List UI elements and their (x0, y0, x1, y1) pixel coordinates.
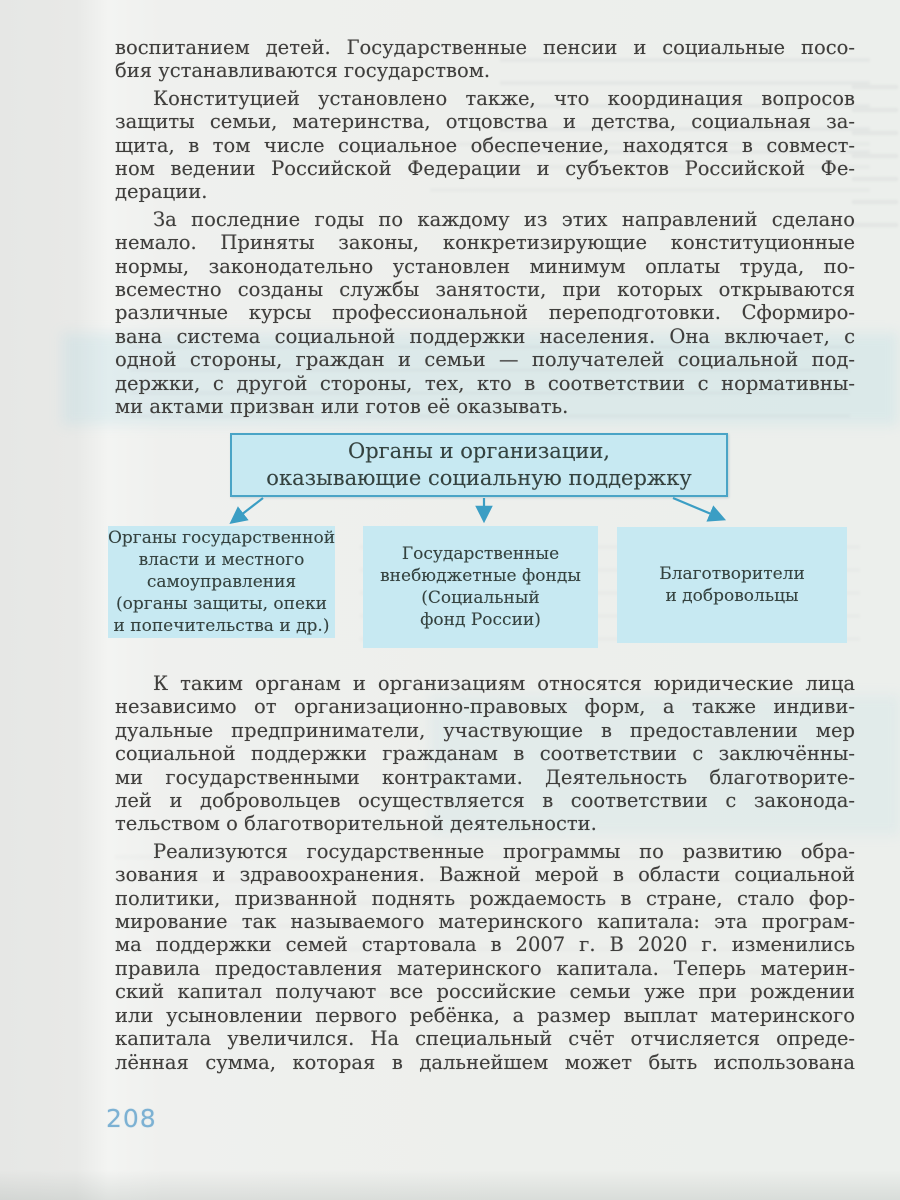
text-line: ном ведении Российской Федерации и субъектов Российской Фе- (115, 157, 855, 181)
text-line: тельством о благотворительной деятельности. (115, 812, 597, 836)
text-line: щита, в том числе социальное обеспечение, находятся в совмест- (115, 133, 855, 157)
diagram-box-line: самоуправления (146, 572, 297, 592)
diagram-box-line: фонд России) (420, 610, 541, 630)
diagram-box-line: и добровольцы (665, 586, 799, 606)
text-line: лей и добровольцев осуществляется в соответствии с законода- (115, 789, 855, 813)
text-line: ми актами призван или готов её оказывать. (115, 395, 569, 419)
text-line: капитала увеличился. На специальный счёт отчисляется опреде- (115, 1027, 855, 1051)
paragraph (115, 672, 855, 836)
diagram-box-line: внебюджетные фонды (380, 566, 581, 586)
bleed-through-artifact (852, 85, 898, 245)
text-line: вана система социальной поддержки населения. Она включает, с (115, 324, 855, 348)
text-line: дерации. (115, 180, 208, 204)
text-line: всеместно созданы службы занятости, при которых открываются (115, 278, 855, 302)
body-text-block-2 (115, 672, 855, 1074)
diagram-box-line: Органы государственной (107, 528, 336, 548)
diagram-box-line: (органы защиты, опеки (116, 594, 327, 614)
text-line: дуальные предприниматели, участвующие в предоставлении мер (115, 718, 855, 742)
diagram-box-line: Благотворители (659, 564, 805, 584)
paragraph (115, 840, 855, 1074)
paragraph (115, 208, 855, 419)
diagram-box-line: оказывающие социальную поддержку (266, 466, 692, 490)
text-line: одной стороны, граждан и семьи — получателей социальной под- (115, 348, 855, 372)
text-line: нормы, законодательно установлен минимум оплаты труда, по- (115, 254, 855, 278)
text-line: держки, с другой стороны, тех, кто в соответствии с нормативны- (115, 371, 855, 395)
text-line: политики, призванной поднять рождаемость в стране, стало фор- (115, 886, 855, 910)
paragraph (115, 87, 855, 204)
text-line: правила предоставления материнского капитала. Теперь материн- (115, 956, 855, 980)
text-line: К таким органам и организациям относятся юридические лица (153, 672, 855, 695)
text-line: немало. Приняты законы, конкретизирующие конституционные (115, 231, 855, 255)
text-line: воспитанием детей. Государственные пенсии и социальные посо- (115, 36, 855, 59)
text-line: бия устанавливаются государством. (115, 59, 491, 83)
text-line: лённая сумма, которая в дальнейшем может быть использована (115, 1050, 855, 1074)
body-text-block-1 (115, 36, 855, 419)
arrow-to-authorities-icon (232, 498, 263, 522)
diagram-box-line: (Социальный (421, 588, 540, 608)
text-line: Конституцией установлено также, что координация вопросов (153, 86, 855, 110)
diagram-box-line: и попечительства и др.) (113, 616, 330, 636)
arrow-to-charities-icon (673, 498, 723, 519)
diagram-box-line: власти и местного (138, 550, 305, 570)
text-line: различные курсы профессиональной переподготовки. Сформиро- (115, 301, 855, 325)
text-line: независимо от организационно-правовых форм, а также индиви- (115, 695, 855, 719)
diagram-root-box (230, 433, 728, 497)
diagram-box-line: Государственные (401, 544, 560, 564)
page-number: 208 (106, 1104, 157, 1133)
text-line: Реализуются государственные программы по развитию обра- (153, 839, 855, 863)
bleed-through-artifact (360, 545, 860, 645)
diagram-box-government-authorities (108, 526, 335, 638)
text-line: или усыновлении первого ребёнка, а размер выплат материнского (115, 1003, 855, 1027)
text-line: зования и здравоохранения. Важной мерой в области социальной (115, 863, 855, 887)
text-line: ма поддержки семей стартовала в 2007 г. В 2020 г. изменились (115, 933, 855, 957)
paragraph (115, 36, 855, 83)
text-line: мирование так называемого материнского капитала: эта програм- (115, 910, 855, 934)
text-line: социальной поддержки гражданам в соответствии с заключённы- (115, 742, 855, 766)
text-line: ский капитал получают все российские семьи уже при рождении (115, 980, 855, 1004)
text-line: ми государственными контрактами. Деятельность благотворите- (115, 765, 855, 789)
text-line: защиты семьи, материнства, отцовства и детства, социальная за- (115, 110, 855, 134)
text-line: За последние годы по каждому из этих направлений сделано (153, 207, 855, 231)
diagram-box-line: Органы и организации, (348, 439, 610, 463)
